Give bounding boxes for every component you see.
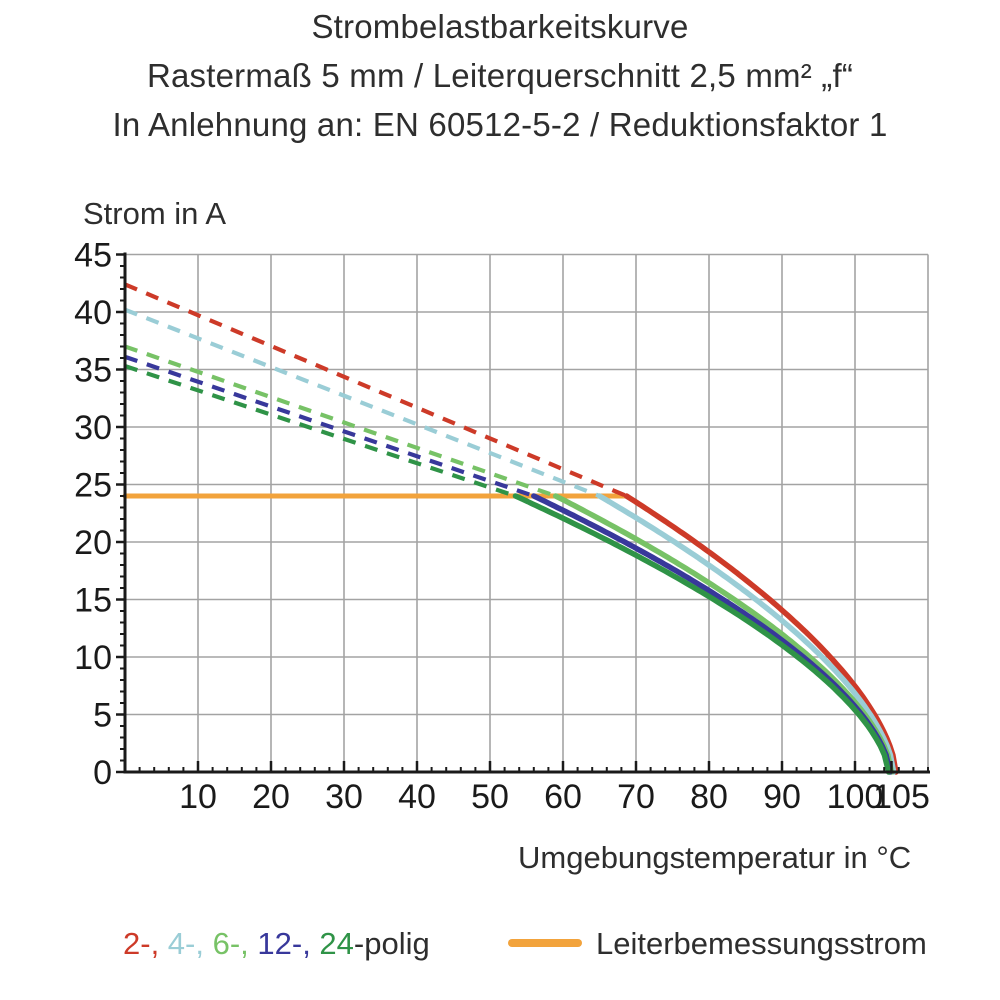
legend-item-24-polig: 24 <box>310 926 354 961</box>
y-tick-label: 35 <box>74 351 112 390</box>
y-tick-label: 40 <box>74 294 112 332</box>
y-tick-label: 0 <box>93 754 112 792</box>
poles-legend <box>123 926 430 962</box>
y-tick-label: 10 <box>74 639 112 677</box>
dashed-curve-4-polig <box>125 310 600 496</box>
x-tick-label: 50 <box>471 778 509 816</box>
rated-current-legend <box>508 926 927 962</box>
y-tick-label: 20 <box>74 524 112 562</box>
rated-current-line-swatch <box>508 939 582 947</box>
grid <box>125 255 928 773</box>
legend-row <box>0 926 1000 972</box>
chart-title: Strombelastbarkeitskurve <box>311 8 689 45</box>
chart-standard-note: In Anlehnung an: EN 60512-5-2 / Reduktionsfaktor 1 <box>112 106 888 143</box>
x-tick-label: 60 <box>544 778 582 816</box>
x-tick-label: 20 <box>252 778 290 816</box>
x-tick-label: 40 <box>398 778 436 816</box>
legend-item-4-polig: 4-, <box>159 926 204 961</box>
y-axis-title: Strom in A <box>83 196 226 231</box>
x-tick-label: 90 <box>763 778 801 816</box>
axes <box>124 253 931 774</box>
solid-curve-12-polig <box>534 496 890 772</box>
solid-curve-4-polig <box>600 496 894 772</box>
x-tick-label: 10 <box>179 778 217 816</box>
x-tick-label: 30 <box>325 778 363 816</box>
legend-item-6-polig: 6-, <box>203 926 249 961</box>
x-tick-label: 80 <box>690 778 728 816</box>
chart-subtitle: Rastermaß 5 mm / Leiterquerschnitt 2,5 mm² „f“ <box>146 57 854 94</box>
x-tick-label: 70 <box>617 778 655 816</box>
x-tick-label: 100 <box>826 778 884 816</box>
legend-polig-suffix: -polig <box>353 926 430 961</box>
y-tick-label: 25 <box>74 466 112 505</box>
rated-current-legend-label: Leiterbemessungsstrom <box>596 926 927 961</box>
legend-item-12-polig: 12-, <box>248 926 311 961</box>
solid-curve-24-polig <box>516 496 889 772</box>
tick-labels <box>74 237 930 817</box>
y-tick-label: 30 <box>74 409 112 447</box>
legend-item-2-polig: 2-, <box>123 926 160 961</box>
y-tick-label: 45 <box>74 236 112 275</box>
y-tick-label: 5 <box>93 696 112 735</box>
x-tick-label: 105 <box>873 778 930 816</box>
x-axis-title: Umgebungstemperatur in °C <box>518 840 912 875</box>
y-tick-label: 15 <box>74 581 112 620</box>
